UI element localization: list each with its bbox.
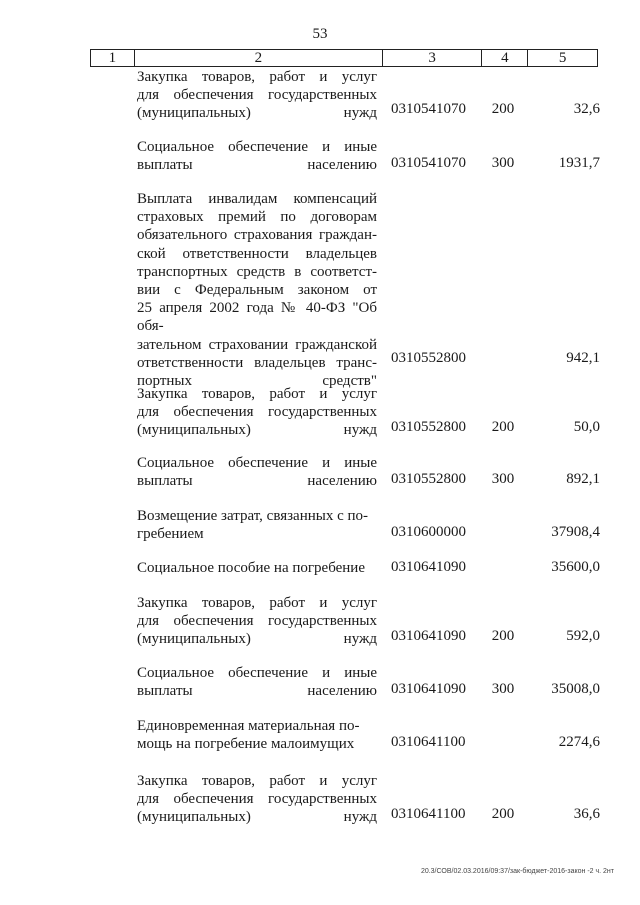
row-code: 0310641090	[391, 681, 466, 697]
row-amount: 1931,7	[558, 155, 600, 171]
row-code: 0310641090	[391, 628, 466, 644]
row-code: 0310552800	[391, 419, 466, 435]
header-col-4: 4	[482, 50, 528, 66]
row-amount: 37908,4	[551, 524, 600, 540]
row-code: 0310641100	[391, 806, 466, 822]
row-code: 0310641090	[391, 559, 466, 575]
row-amount: 2274,6	[558, 734, 600, 750]
row-amount: 35008,0	[551, 681, 600, 697]
row-amount: 35600,0	[551, 559, 600, 575]
row-type: 200	[491, 628, 515, 644]
row-code: 0310641100	[391, 734, 466, 750]
header-col-3: 3	[383, 50, 483, 66]
row-amount: 36,6	[573, 806, 600, 822]
document-footer-reference: 20.3/СОВ/02.03.2016/09:37/зак-бюджет-2016-закон -2 ч. 2нт	[420, 868, 614, 875]
row-amount: 32,6	[573, 101, 600, 117]
table-header-row	[90, 49, 598, 67]
row-description: Единовременная материальная по- мощь на погребение малоимущих	[137, 718, 360, 753]
row-type: 300	[491, 471, 515, 487]
row-type: 300	[491, 681, 515, 697]
row-amount: 50,0	[573, 419, 600, 435]
row-code: 0310552800	[391, 350, 466, 366]
row-description: Социальное пособие на погребение	[137, 560, 365, 576]
header-col-1: 1	[91, 50, 135, 66]
row-description: Социальное обеспечение и иные выплаты населению	[137, 139, 377, 174]
row-description: Закупка товаров, работ и услуг для обеспечения государственных (муниципальных) нужд	[137, 595, 377, 648]
row-code: 0310600000	[391, 524, 466, 540]
row-code: 0310541070	[391, 101, 466, 117]
page-number: 53	[312, 26, 328, 42]
row-code: 0310541070	[391, 155, 466, 171]
row-description: Социальное обеспечение и иные выплаты населению	[137, 665, 377, 700]
row-amount: 592,0	[566, 628, 600, 644]
header-col-5: 5	[558, 50, 567, 66]
row-amount: 892,1	[566, 471, 600, 487]
row-type: 300	[491, 155, 515, 171]
row-type: 200	[491, 806, 515, 822]
row-amount: 942,1	[566, 350, 600, 366]
row-type: 200	[491, 419, 515, 435]
row-description: Социальное обеспечение и иные выплаты населению	[137, 455, 377, 490]
row-description: Выплата инвалидам компенсаций страховых премий по договорам обязательного страхования граждан- ской ответственности владельцев транспортных средств в соответст- вии с Федеральным законом от 25 апреля 2002 года № 40-ФЗ "Об обя- зательном страховании гражданской ответственности владельцев транс- портных средств"	[137, 191, 377, 390]
row-type: 200	[491, 101, 515, 117]
header-col-2: 2	[135, 50, 383, 66]
row-code: 0310552800	[391, 471, 466, 487]
row-description: Закупка товаров, работ и услуг для обеспечения государственных (муниципальных) нужд	[137, 773, 377, 826]
row-description: Закупка товаров, работ и услуг для обеспечения государственных (муниципальных) нужд	[137, 386, 377, 439]
row-description: Закупка товаров, работ и услуг для обеспечения государственных (муниципальных) нужд	[137, 69, 377, 122]
row-description: Возмещение затрат, связанных с по- гребением	[137, 508, 369, 543]
